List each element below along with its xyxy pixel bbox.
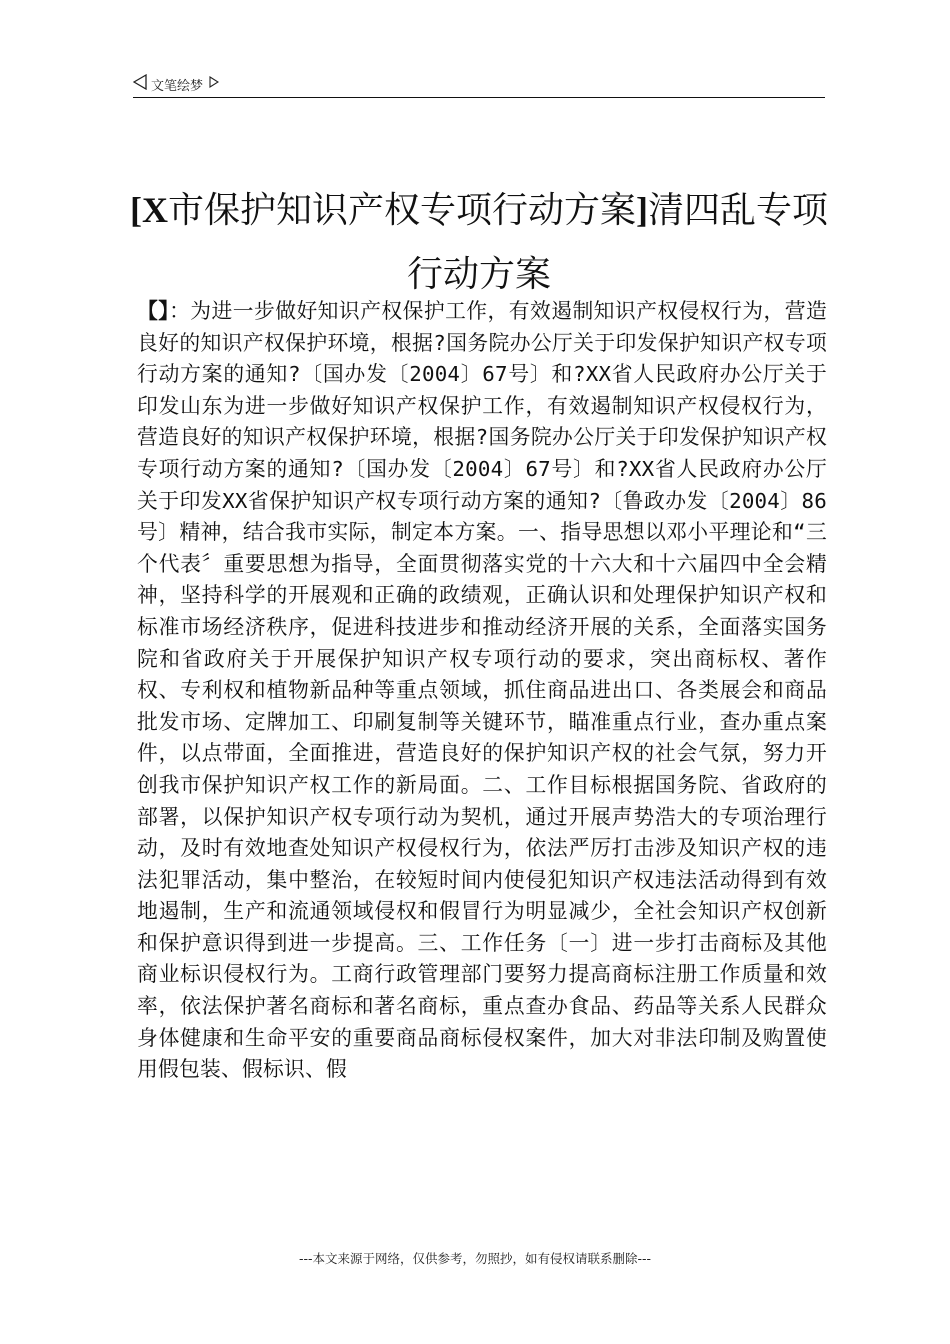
header-rule xyxy=(133,97,825,98)
footer-note: ---本文来源于网络，仅供参考，勿照抄，如有侵权请联系删除--- xyxy=(298,1251,652,1266)
body-lead: 【】 xyxy=(137,299,170,323)
title-part1: 市保护知识产权专项行动方案 xyxy=(167,190,636,231)
page-header xyxy=(133,74,825,98)
document-title xyxy=(125,178,833,307)
body-paragraph xyxy=(137,296,827,1086)
triangle-right-icon xyxy=(209,76,219,92)
body-text: ：为进一步做好知识产权保护工作，有效遏制知识产权侵权行为，营造良好的知识产权保护环境，根据?国务院办公厅关于印发保护知识产权专项行动方案的通知?〔国办发〔2004〕67号〕和?XX省人民政府办公厅关于印发山东为进一步做好知识产权保护工作，有效遏制知识产权侵权行为，营造良好的知识产权保护环境，根据?国务院办公厅关于印发保护知识产权专项行动方案的通知?〔国办发〔2004〕67号〕和?XX省人民政府办公厅关于印发XX省保护知识产权专项行动方案的通知?〔鲁政办发〔2004〕86号〕精神，结合我市实际，制定本方案。一、指导思想以邓小平理论和“三个代表〞重要思想为指导，全面贯彻落实党的十六大和十六届四中全会精神，坚持科学的开展观和正确的政绩观，正确认识和处理保护知识产权和标准市场经济秩序，促进科技进步和推动经济开展的关系，全面落实国务院和省政府关于开展保护知识产权专项行动的要求，突出商标权、著作权、专利权和植物新品种等重点领域，抓住商品进出口、各类展会和商品批发市场、定牌加工、印刷复制等关键环节，瞄准重点行业，查办重点案件，以点带面，全面推进，营造良好的保护知识产权的社会气氛，努力开创我市保护知识产权工作的新局面。二、工作目标根据国务院、省政府的部署，以保护知识产权专项行动为契机，通过开展声势浩大的专项治理行动，及时有效地查处知识产权侵权行为，依法严厉打击涉及知识产权的违法犯罪活动，集中整治，在较短时间内使侵犯知识产权违法活动得到有效地遏制，生产和流通领域侵权和假冒行为明显减少，全社会知识产权创新和保护意识得到进一步提高。三、工作任务〔一〕进一步打击商标及其他商业标识侵权行为。工商行政管理部门要努力提高商标注册工作质量和效率，依法保护著名商标和著名商标，重点查办食品、药品等关系人民群众身体健康和生命平安的重要商品商标侵权案件，加大对非法印制及购置使用假包装、假标识、假 xyxy=(137,299,827,1082)
title-bracket-close: ] xyxy=(636,190,648,230)
triangle-left-icon xyxy=(133,74,147,94)
title-bracket-open: [X xyxy=(129,190,168,230)
title-part2: 清四乱专项行动方案 xyxy=(406,190,829,295)
header-label: 文笔绘梦 xyxy=(151,78,204,94)
